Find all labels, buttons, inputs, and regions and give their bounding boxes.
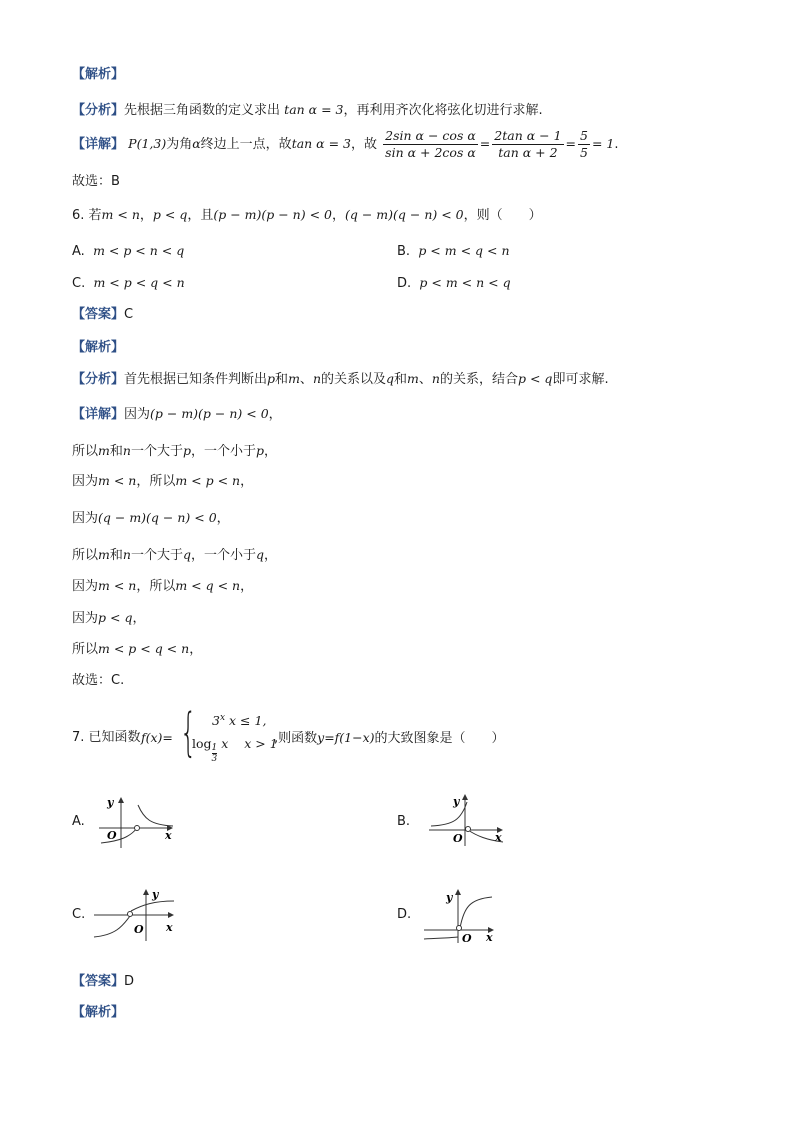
q7-option-d-label[interactable]: D. [397,907,412,922]
axis-x-label: x [495,831,502,844]
answer-value: D [124,974,135,989]
text: 所以 [72,444,99,459]
text: 和 [109,444,123,459]
q7-fx: f(x)= [141,730,173,745]
option-text: p < m < q < n [418,243,510,258]
fenxi-text-b: ，再利用齐次化将弦化切进行求解. [343,103,543,118]
q5-choice: 故选：B [72,174,120,189]
text: 因为 [72,579,99,594]
q6-number: 6. 若 [72,208,102,223]
q6-option-c[interactable] [72,274,185,293]
y-arrow-icon [118,797,124,803]
text: 即可求解. [552,372,609,387]
q6-cond-1: m < n [101,207,140,222]
text: ， [264,444,278,459]
equals-2: = [565,136,577,151]
q7-option-c-label[interactable]: C. [72,907,86,922]
y-arrow-icon [462,794,468,800]
q7-stem-tail: ,则函数y=f(1−x)的大致图象是（ ） [274,730,505,746]
text: ， [189,642,203,657]
text: 、 [299,372,313,387]
axis-origin-label: O [107,829,117,842]
axis-y-label: y [446,891,453,904]
q5-jiexi-label: 【解析】 [72,67,125,82]
q7-graph-c[interactable] [90,885,190,945]
case-1: 3$^x$ x ≤ 1, [212,713,267,729]
axis-y-label: y [453,795,460,808]
option-text: p < m < n < q [419,275,511,290]
answer-value: C [124,307,134,322]
fraction-2: $\frac{\text{2tan α − 1}}{\text{tan α + 2}}$ [494,128,562,160]
q6-option-a[interactable] [72,242,184,261]
open-point [135,826,140,831]
axis-y-label: y [107,796,114,809]
math: n [122,443,131,458]
xiangjie-label: 【详解】 [72,407,125,422]
xj-text-c: ，故 [351,137,378,152]
text: ，所以 [136,579,176,594]
q6-option-d[interactable] [397,274,511,293]
q7-jiexi-label: 【解析】 [72,1005,125,1020]
text: ， [264,548,278,563]
open-point [457,926,462,931]
case-2: log $\frac{1}{3}$ x x > 1 [192,736,278,764]
q7-answer [72,973,134,991]
q6-jiexi-label: 【解析】 [72,340,125,355]
curve-left [94,916,130,937]
q7-option-b-label[interactable]: B. [397,814,411,829]
math: q [182,547,191,562]
fenxi-math: tan α = 3 [284,102,344,117]
math: p < q [98,610,133,625]
math: p [182,443,191,458]
q6-line-3 [72,472,253,491]
curve-left [431,802,467,826]
daan-label: 【答案】 [72,974,125,989]
y-arrow-icon [143,889,149,895]
result: = 1 [591,136,615,151]
xj-alpha: α [192,136,201,151]
math: p [267,371,276,386]
math: m < n [98,473,137,488]
xj-tan: tan α = 3 [291,136,352,151]
curve-right [138,805,173,826]
option-letter: A. [72,244,85,259]
text: 的关系以及 [321,372,387,387]
math: q [386,371,395,386]
q6-xiangjie-line [72,405,282,424]
text: ， [268,407,282,422]
text: ， [132,611,146,626]
curve-right [131,901,174,911]
q6-line-4 [72,509,230,528]
math: m < q < n [175,578,241,593]
q6-line-5 [72,546,277,565]
text: 一个大于 [130,548,183,563]
axis-x-label: x [166,921,173,934]
math: m < n [98,578,137,593]
q6-option-b[interactable] [397,242,510,261]
option-letter: C. [72,276,86,291]
q7-graph-b[interactable] [425,790,515,850]
xj-text-a: 为角 [166,137,193,152]
text: ，一个小于 [190,548,256,563]
q5-fenxi-line [72,101,543,120]
period: . [614,137,619,152]
option-letter: D. [397,276,412,291]
text: 因为 [124,407,151,422]
text: 和 [394,372,408,387]
math: m [407,371,419,386]
text: 因为 [72,474,99,489]
daan-label: 【答案】 [72,307,125,322]
text: 所以 [72,642,99,657]
math: m [288,371,300,386]
text: ，一个小于 [190,444,256,459]
axis-origin-label: O [134,923,144,936]
math: p < q [518,371,553,386]
text: 和 [109,548,123,563]
y-arrow-icon [455,889,461,895]
math: m [98,547,110,562]
q7-graph-a[interactable] [95,793,185,853]
curve-right [460,897,492,928]
math: m < p < q < n [98,641,190,656]
text: ， [240,579,254,594]
curve-left [424,937,458,939]
q6-tail: ，则（ ） [463,208,542,223]
option-letter: B. [397,244,411,259]
text: ，所以 [136,474,176,489]
math: n [312,371,321,386]
option-text: m < p < q < n [93,275,185,290]
x-arrow-icon [168,912,174,918]
text: 因为 [72,611,99,626]
q6-cond-2: p < q [152,207,188,222]
q6-line-7 [72,609,145,628]
math: (q − m)(q − n) < 0 [98,510,217,525]
q6-line-6 [72,577,253,596]
fenxi-label: 【分析】 [72,103,125,118]
axis-origin-label: O [453,832,463,845]
q7-option-a-label[interactable]: A. [72,814,85,829]
q6-cond-4: (q − m)(q − n) < 0 [345,207,464,222]
open-point [128,912,133,917]
q6-line-8 [72,640,202,659]
text: 、 [418,372,432,387]
sep: ，且 [187,208,214,223]
text: 的关系，结合 [439,372,518,387]
math: n [122,547,131,562]
sep: ， [331,208,345,223]
q5-xiangjie-line [72,127,619,162]
xj-text-b: 终边上一点，故 [200,137,292,152]
text: 首先根据已知条件判断出 [124,372,268,387]
text: 一个大于 [130,444,183,459]
q7-number: 7. 已知函数 [72,730,141,745]
math: m < p < n [175,473,241,488]
axis-y-label: y [152,888,159,901]
math: (p − m)(p − n) < 0 [150,406,269,421]
q6-answer [72,306,133,324]
q6-stem [72,206,542,225]
fraction-1: $\frac{\text{2sin α − cos α}}{\text{sin α + 2cos α}}$ [385,128,476,160]
brace: { [180,703,197,763]
axis-x-label: x [486,931,493,944]
q7-graph-d[interactable] [420,885,510,945]
q6-choice: 故选：C. [72,673,125,688]
xj-point: P(1,3) [128,136,167,151]
fenxi-label: 【分析】 [72,372,125,387]
math: n [431,371,440,386]
axis-origin-label: O [462,932,472,945]
q6-line-2 [72,442,277,461]
equals-1: = [479,136,491,151]
text: 因为 [72,511,99,526]
text: 和 [275,372,289,387]
text: 所以 [72,548,99,563]
math: p [256,443,265,458]
fraction-3: $\frac{5}{5}$ [580,128,588,160]
q6-fenxi-line [72,370,609,389]
q6-cond-3: (p − m)(p − n) < 0 [213,207,332,222]
option-text: m < p < n < q [93,243,185,258]
math: m [98,443,110,458]
axis-x-label: x [165,829,172,842]
sep: ， [139,208,153,223]
text: ， [240,474,254,489]
fenxi-text-a: 先根据三角函数的定义求出 [124,103,281,118]
math: q [256,547,265,562]
xiangjie-label: 【详解】 [72,137,125,152]
open-point [466,827,471,832]
text: ， [216,511,230,526]
